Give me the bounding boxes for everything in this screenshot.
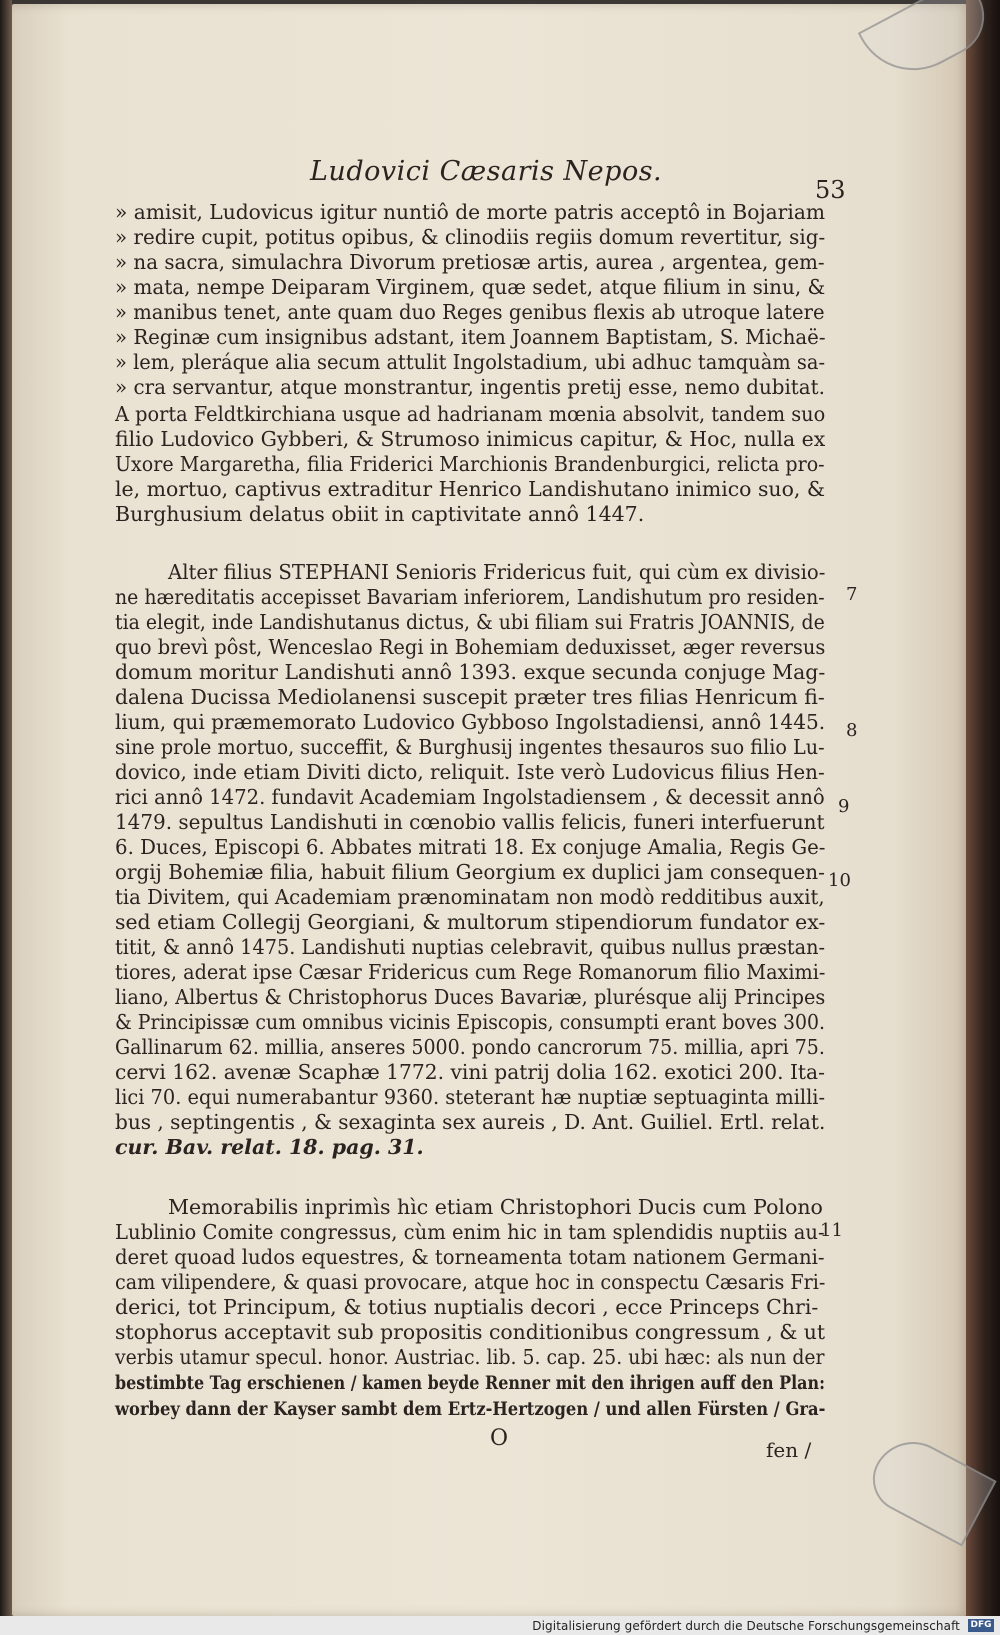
margin-note: 7 xyxy=(846,584,858,605)
margin-note: 9 xyxy=(838,796,850,817)
text-line: titit, & annô 1475. Landishuti nuptias celebravit, quibus nullus præstan- xyxy=(115,935,826,959)
text-line: tiores, aderat ipse Cæsar Fridericus cum Rege Romanorum filio Maximi- xyxy=(115,960,826,984)
text-line: bus , septingentis , & sexaginta sex aureis , D. Ant. Guiliel. Ertl. relat. xyxy=(115,1110,826,1134)
text-line: quo brevì pôst, Wenceslao Regi in Bohemiam deduxisset, æger reversus xyxy=(115,635,826,659)
text-line: » amisit, Ludovicus igitur nuntiô de morte patris acceptô in Bojariam xyxy=(115,200,826,224)
text-line: stophorus acceptavit sub propositis conditionibus congressum , & ut xyxy=(115,1320,826,1344)
text-line: orgij Bohemiæ filia, habuit filium Georgium ex duplici jam consequen- xyxy=(115,860,825,884)
text-line: domum moritur Landishuti annô 1393. exque secunda conjuge Mag- xyxy=(115,660,826,684)
text-line: dovico, inde etiam Diviti dicto, reliquit. Iste verò Ludovicus filius Hen- xyxy=(115,760,825,784)
margin-note: 8 xyxy=(846,720,858,741)
margin-note: 11 xyxy=(820,1220,843,1241)
margin-note: 10 xyxy=(828,870,851,891)
signature-mark: O xyxy=(490,1426,509,1451)
text-line: le, mortuo, captivus extraditur Henrico Landishutano inimico suo, & xyxy=(115,477,826,501)
text-line: Gallinarum 62. millia, anseres 5000. pondo cancrorum 75. millia, apri 75. xyxy=(115,1035,825,1059)
text-line: Memorabilis inprimìs hìc etiam Christophori Ducis cum Polono xyxy=(168,1195,823,1219)
text-line: » na sacra, simulachra Divorum pretiosæ artis, aurea , argentea, gem- xyxy=(115,250,825,274)
text-line: lium, qui præmemorato Ludovico Gybboso Ingolstadiensi, annô 1445. xyxy=(115,710,826,734)
text-line: filio Ludovico Gybberi, & Strumoso inimicus capitur, & Hoc, nulla ex xyxy=(115,427,826,451)
text-line: Uxore Margaretha, filia Friderici Marchionis Brandenburgici, relicta pro- xyxy=(115,452,825,476)
text-line: 1479. sepultus Landishuti in cœnobio vallis felicis, funeri interfuerunt xyxy=(115,810,825,834)
text-line: cervi 162. avenæ Scaphæ 1772. vini patrij dolia 162. exotici 200. Ita- xyxy=(115,1060,825,1084)
text-line: Lublinio Comite congressus, cùm enim hic in tam splendidis nuptiis au- xyxy=(115,1220,825,1244)
text-line: Alter filius STEPHANI Senioris Fridericus fuit, qui cùm ex divisio- xyxy=(168,560,826,584)
text-line: A porta Feldtkirchiana usque ad hadrianam mœnia absolvit, tandem suo xyxy=(115,402,826,426)
text-line: dalena Ducissa Mediolanensi suscepit præter tres filias Henricum fi- xyxy=(115,685,825,709)
text-line: » manibus tenet, ante quam duo Reges genibus flexis ab utroque latere xyxy=(115,300,825,324)
text-line: ne hæreditatis accepisset Bavariam inferiorem, Landishutum pro residen- xyxy=(115,585,825,609)
text-line: sed etiam Collegij Georgiani, & multorum stipendiorum fundator ex- xyxy=(115,910,826,934)
text-line: » cra servantur, atque monstrantur, ingentis pretij esse, nemo dubitat. xyxy=(115,375,825,399)
text-line: » Reginæ cum insignibus adstant, item Joannem Baptistam, S. Michaë- xyxy=(115,325,826,349)
text-line-blackletter: bestimbte Tag erschienen / kamen beyde Renner mit den ihrigen auff den Plan: xyxy=(115,1372,825,1394)
text-line: tia Divitem, qui Academiam prænominatam non modò redditibus auxit, xyxy=(115,885,825,909)
text-line: & Principissæ cum omnibus vicinis Episcopis, consumpti erant boves 300. xyxy=(115,1010,825,1034)
text-line: » lem, pleráque alia secum attulit Ingolstadium, ubi adhuc tamquàm sa- xyxy=(115,350,826,374)
running-title: Ludovici Cæsaris Nepos. xyxy=(310,156,663,187)
text-line: deret quoad ludos equestres, & torneamenta totam nationem Germani- xyxy=(115,1245,825,1269)
catchword: fen / xyxy=(766,1438,812,1462)
text-line: derici, tot Principum, & totius nuptialis decori , ecce Princeps Chri- xyxy=(115,1295,819,1319)
text-line: rici annô 1472. fundavit Academiam Ingolstadiensem , & decessit annô xyxy=(115,785,825,809)
text-line: cur. Bav. relat. 18. pag. 31. xyxy=(115,1135,424,1159)
text-line: » redire cupit, potitus opibus, & clinodiis regiis domum revertitur, sig- xyxy=(115,225,826,249)
text-line-blackletter: worbey dann der Kayser sambt dem Ertz-Hertzogen / und allen Fürsten / Gra- xyxy=(115,1398,826,1420)
text-line: » mata, nempe Deiparam Virginem, quæ sedet, atque filium in sinu, & xyxy=(115,275,826,299)
text-line: tia elegit, inde Landishutanus dictus, & ubi filiam sui Fratris JOANNIS, de xyxy=(115,610,825,634)
text-line: cam vilipendere, & quasi provocare, atque hoc in conspectu Cæsaris Fri- xyxy=(115,1270,826,1294)
page-number: 53 xyxy=(815,176,846,204)
text-line: liano, Albertus & Christophorus Duces Bavariæ, plurésque alij Principes xyxy=(115,985,826,1009)
text-line: sine prole mortuo, succeffit, & Burghusij ingentes thesauros suo filio Lu- xyxy=(115,735,825,759)
funding-credit: Digitalisierung gefördert durch die Deutsche Forschungsgemeinschaft xyxy=(532,1619,960,1633)
text-line: Burghusium delatus obiit in captivitate annô 1447. xyxy=(115,502,645,526)
text-line: lici 70. equi numerabantur 9360. steterant hæ nuptiæ septuaginta milli- xyxy=(115,1085,826,1109)
dfg-logo: DFG xyxy=(968,1619,994,1632)
text-line: verbis utamur specul. honor. Austriac. lib. 5. cap. 25. ubi hæc: als nun der xyxy=(115,1345,825,1369)
text-line: 6. Duces, Episcopi 6. Abbates mitrati 18. Ex conjuge Amalia, Regis Ge- xyxy=(115,835,826,859)
